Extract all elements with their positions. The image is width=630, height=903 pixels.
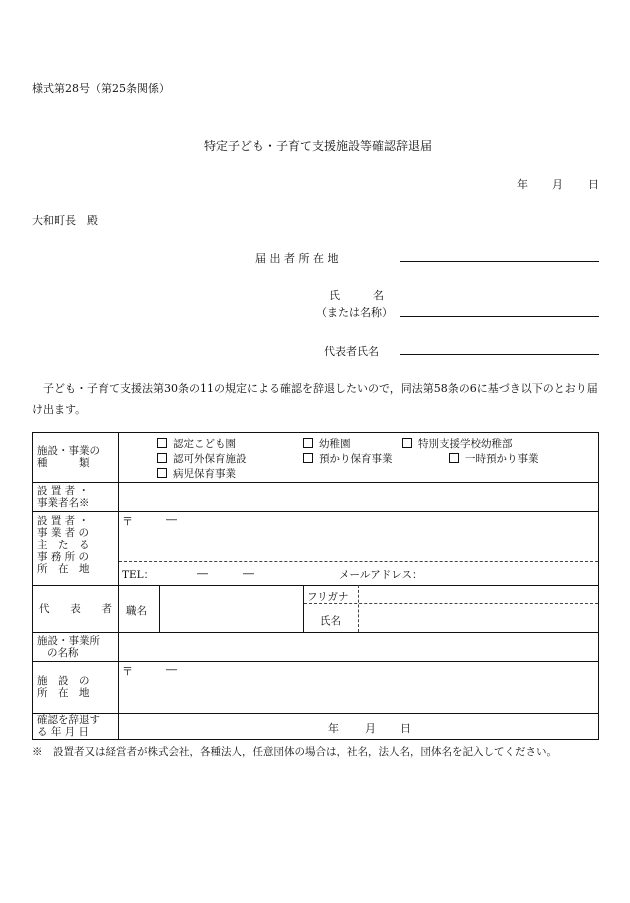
postal-dash: ―: [166, 513, 177, 526]
checkbox[interactable]: [157, 453, 167, 463]
representative-label-char: 表: [70, 603, 81, 615]
facility-type-label: 施設・事業の 種 類: [37, 445, 100, 469]
date-day-label: 日: [588, 178, 599, 191]
facility-type-option[interactable]: 病児保育事業: [157, 466, 236, 481]
withdraw-year-label: 年: [328, 722, 339, 735]
checkbox[interactable]: [402, 438, 412, 448]
email-label: メールアドレス：: [339, 569, 423, 581]
applicant-name-sub-label: （または名称）: [316, 306, 393, 319]
col-divider-dashed: [358, 585, 359, 632]
representative-label: [39, 603, 112, 615]
facility-address-label: 施 設 の 所 在 地: [37, 675, 90, 699]
withdraw-date-label: 確認を辞退す る 年 月 日: [37, 714, 100, 738]
postal-mark: 〒: [122, 515, 133, 528]
tel-dash: ―: [243, 567, 254, 580]
title-field[interactable]: [161, 586, 302, 631]
checkbox[interactable]: [157, 468, 167, 478]
date-year-label: 年: [517, 178, 528, 191]
representative-label-char: 代: [39, 603, 50, 615]
facility-postal-mark: 〒: [122, 665, 133, 678]
row-divider-dashed: [119, 561, 598, 562]
facility-type-option[interactable]: 特別支援学校幼稚部: [402, 436, 513, 451]
tel-dash: ―: [197, 567, 208, 580]
applicant-name-label: 氏 名: [329, 289, 384, 302]
operator-name-label: 設 置 者 ・ 事業者名※: [37, 485, 90, 509]
date-month-label: 月: [552, 178, 563, 191]
checkbox[interactable]: [157, 438, 167, 448]
addressee: 大和町長 殿: [32, 214, 98, 227]
title-label: 職名: [126, 605, 147, 617]
operator-address-label: 設 置 者 ・ 事 業 者 の 主 た る 事 務 所 の 所 在 地: [37, 515, 90, 575]
facility-postal-dash: ―: [166, 663, 177, 676]
withdraw-day-label: 日: [400, 722, 411, 735]
facility-type-option[interactable]: 預かり保育事業: [303, 451, 393, 466]
tel-label: TEL：: [122, 569, 155, 581]
checkbox[interactable]: [303, 453, 313, 463]
rep-name-field[interactable]: [360, 604, 596, 631]
facility-name-label: 施設・事業所 の名称: [37, 635, 100, 659]
furigana-label: フリガナ: [307, 591, 349, 603]
applicant-address-label: 届 出 者 所 在 地: [255, 252, 339, 265]
applicant-rep-field[interactable]: [400, 354, 599, 355]
withdraw-month-label: 月: [365, 722, 376, 735]
col-divider: [303, 585, 304, 632]
applicant-address-field[interactable]: [400, 261, 599, 262]
facility-type-option[interactable]: 幼稚園: [303, 436, 351, 451]
form-number: 様式第28号（第25条関係）: [32, 82, 170, 95]
facility-type-option[interactable]: 一時預かり事業: [449, 451, 539, 466]
facility-name-field[interactable]: [120, 633, 596, 660]
operator-name-field[interactable]: [120, 483, 596, 510]
rep-name-label: 氏名: [320, 615, 341, 627]
applicant-name-field[interactable]: [400, 316, 599, 317]
representative-label-char: 者: [101, 603, 112, 615]
checkbox[interactable]: [449, 453, 459, 463]
form-table: [32, 432, 599, 740]
col-divider: [118, 433, 119, 739]
furigana-field[interactable]: [360, 586, 596, 602]
footnote: ※ 設置者又は経営者が株式会社，各種法人，任意団体の場合は，社名，法人名，団体名を記入してください。: [32, 746, 557, 758]
checkbox[interactable]: [303, 438, 313, 448]
col-divider: [159, 585, 160, 632]
page-title: 特定子ども・子育て支援施設等確認辞退届: [204, 139, 433, 153]
body-paragraph: 子ども・子育て支援法第30条の11の規定による確認を辞退したいので，同法第58条の6に基づき以下のとおり届け出ます。: [32, 382, 598, 416]
facility-type-option[interactable]: 認定こども園: [157, 436, 236, 451]
facility-type-option[interactable]: 認可外保育施設: [157, 451, 247, 466]
applicant-rep-label: 代表者氏名: [324, 345, 379, 358]
